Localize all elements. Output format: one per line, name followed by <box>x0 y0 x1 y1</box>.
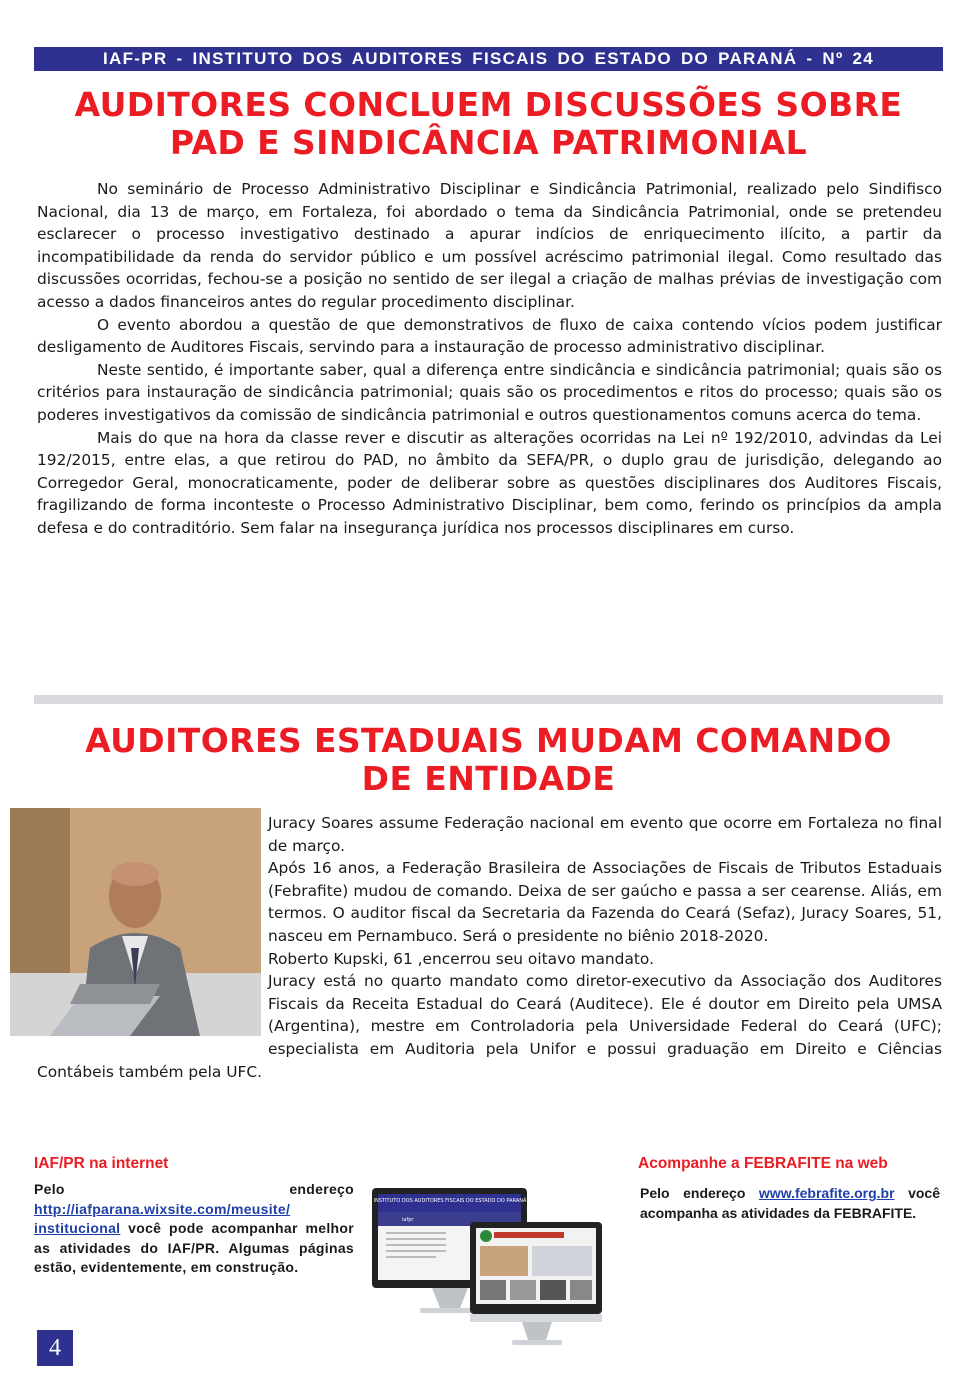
article2-paragraph-3: Roberto Kupski, 61 ,encerrou seu oitavo mandato. <box>268 949 654 968</box>
monitors-illustration <box>362 1188 612 1348</box>
article2-paragraph-4: Juracy está no quarto mandato como diretor-executivo da Associação dos Auditores Fiscais da Receita Estadual do Ceará (Auditece). Ele é doutor em Direito pela UMSA (Argentina), mestre em Controladoria pela Universidade Federal do Ceará (UFC); especialista em Auditoria pela Unifor e possui graduação em Direito e Ciências Contábeis também pela UFC. <box>37 972 942 1081</box>
article2-headline-line2: DE ENTIDADE <box>361 759 616 798</box>
article1-paragraph-2: O evento abordou a questão de que demonstrativos de fluxo de caixa contendo vícios podem justificar desligamento de Auditores Fiscais, servindo para a instauração de processo administrativo disciplinar. <box>37 315 942 357</box>
article1-paragraph-3: Neste sentido, é importante saber, qual a diferença entre sindicância e sindicância patrimonial; quais são os critérios para instauração de sindicância patrimonial; quais são os procedimentos e ritos do processo; quais são os poderes investigativos da comissão de sindicância patrimonial e outros questionamentos comuns acerca do tema. <box>37 360 942 424</box>
article1-paragraph-4: Mais do que na hora da classe rever e discutir as alterações ocorridas na Lei nº 192/2010, advindas da Lei 192/2015, entre elas, a que retirou do PAD, no âmbito da SEFA/PR, o duplo grau de jurisdição, delegando ao Corregedor Geral, monocraticamente, poder de deliberar sobre as questões disciplinares dos Auditores Fiscais, fragilizando de forma inconteste o Processo Administrativo Disciplinar, bem como, ferindo os princípios da ampla defesa e do contraditório. Sem falar na insegurança jurídica nos processos disciplinares em curso. <box>37 428 942 537</box>
article2-headline <box>34 722 943 798</box>
header-title: IAF-PR - INSTITUTO DOS AUDITORES FISCAIS DO ESTADO DO PARANÁ - Nº 24 <box>103 49 874 68</box>
article2-paragraph-1: Juracy Soares assume Federação nacional em evento que ocorre em Fortaleza no final de março. <box>268 814 942 855</box>
febrafite-text-before: Pelo endereço <box>640 1185 759 1201</box>
iafpr-link-line1: http://iafparana.wixsite.com/meusite/ <box>34 1200 291 1217</box>
article1-headline-line1: AUDITORES CONCLUEM DISCUSSÕES SOBRE <box>74 85 903 124</box>
header-bar <box>34 47 943 71</box>
iafpr-box-text <box>34 1180 354 1278</box>
febrafite-box-title: Acompanhe a FEBRAFITE na web <box>638 1155 888 1172</box>
iafpr-link-line2: institucional <box>34 1220 121 1237</box>
article1-headline-line2: PAD E SINDICÂNCIA PATRIMONIAL <box>169 123 808 162</box>
section-divider <box>34 695 943 704</box>
back-screen-logo: iafpr <box>402 1217 414 1223</box>
article2-headline-line1: AUDITORES ESTADUAIS MUDAM COMANDO <box>85 721 892 760</box>
article2-body <box>37 812 942 1083</box>
febrafite-text-after: você acompanha as atividades da FEBRAFITE. <box>640 1185 940 1221</box>
febrafite-box-text <box>640 1184 940 1223</box>
article1-headline <box>34 86 943 162</box>
iafpr-text-before: Pelo endereço <box>34 1181 354 1197</box>
back-screen-title: INSTITUTO DOS AUDITORES FISCAIS DO ESTADO DO PARANÁ <box>373 1198 527 1204</box>
iafpr-box-title: IAF/PR na internet <box>34 1155 169 1172</box>
iafpr-text-after: você pode acompanhar melhor as atividades do IAF/PR. Algumas páginas estão, evidentemente, em construção. <box>34 1220 354 1276</box>
article1-body <box>37 178 942 540</box>
febrafite-site-link[interactable]: www.febrafite.org.br <box>758 1185 895 1201</box>
article2-paragraph-2: Após 16 anos, a Federação Brasileira de Associações de Fiscais de Tributos Estaduais (Febrafite) mudou de comando. Deixa de ser gaúcho e passa a ser cearense. Aliás, em termos. O auditor fiscal da Secretaria da Fazenda do Ceará (Sefaz), Juracy Soares, 51, nasceu em Pernambuco. Será o presidente no biênio 2018-2020. <box>268 859 942 945</box>
article1-paragraph-1: No seminário de Processo Administrativo Disciplinar e Sindicância Patrimonial, realizado pelo Sindifisco Nacional, dia 13 de março, em Fortaleza, foi abordado o tema da Sindicância Patrimonial, onde se pretendeu esclarecer o processo investigativo destinado a apurar indícios de enriquecimento ilícito, a partir da incompatibilidade da renda do servidor público e um possível acréscimo patrimonial ilegal. Como resultado das discussões ocorridas, fechou-se a posição no sentido de ser ilegal a criação de malhas prévias de investigação com acesso a dados financeiros antes do regular procedimento disciplinar. <box>37 180 942 311</box>
page-number: 4 <box>37 1330 73 1366</box>
